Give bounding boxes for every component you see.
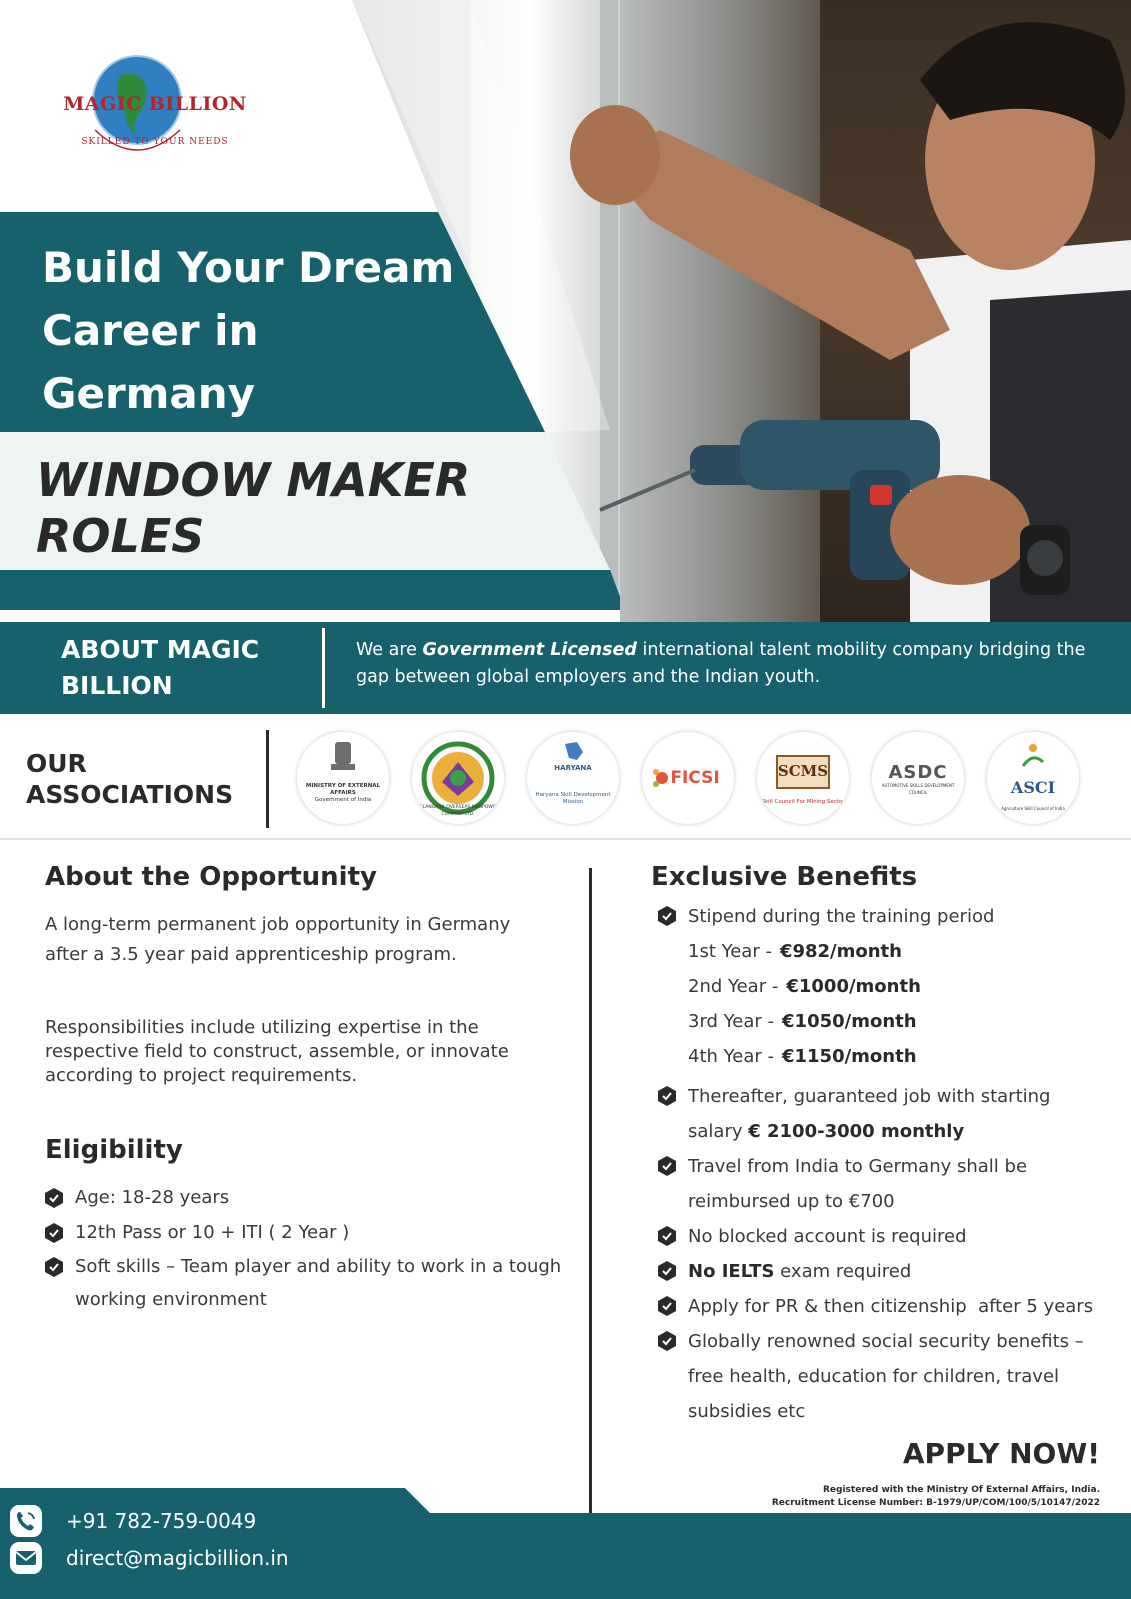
partner-badge-mea	[297, 732, 389, 824]
pr-text: Apply for PR & then citizenship after 5 years	[688, 1296, 1094, 1317]
eligibility-title: Eligibility	[45, 1135, 183, 1165]
opportunity-title: About the Opportunity	[45, 862, 377, 892]
partner-label-text: MINISTRY OF EXTERNAL AFFAIRS	[305, 783, 381, 796]
phone-contact[interactable]	[10, 1505, 350, 1539]
haryana-icon	[527, 732, 619, 824]
logo-tagline: SKILLED TO YOUR NEEDS	[81, 137, 229, 147]
eligibility-list	[45, 1180, 565, 1316]
benefits-title: Exclusive Benefits	[651, 862, 918, 892]
associations-rule	[0, 838, 1131, 840]
partner-badge-asdc	[872, 732, 964, 824]
stipend-row	[688, 976, 921, 997]
stipend-row	[688, 1046, 917, 1067]
about-text-start: We are	[356, 640, 423, 660]
hexagon-check-icon	[658, 1226, 676, 1250]
stipend-row	[688, 941, 902, 962]
travel-text: Travel from India to Germany shall be reimbursed up to €700	[688, 1156, 1028, 1212]
logo-wordmark: MAGIC BILLION	[63, 93, 247, 115]
about-text-bold: Government Licensed	[422, 640, 637, 660]
hexagon-check-icon	[658, 1296, 676, 1320]
partner-badge-scms	[757, 732, 849, 824]
ielts-bold: No IELTS	[688, 1261, 775, 1282]
phone-number: +91 782-759-0049	[66, 1509, 257, 1533]
email-contact[interactable]	[10, 1542, 350, 1576]
stipend-amount: €982/month	[779, 941, 902, 962]
eligibility-item-text: Soft skills – Team player and ability to work in a tough working environment	[75, 1256, 562, 1310]
salary-amount: € 2100-3000 monthly	[748, 1121, 965, 1142]
list-item	[45, 1180, 565, 1215]
list-item	[45, 1250, 565, 1316]
partner-sub: Agriculture Skill Council of India	[1001, 806, 1065, 811]
partner-label	[301, 783, 385, 804]
about-divider	[322, 628, 325, 708]
salary-text	[688, 1121, 964, 1142]
partner-badge-ficsi	[642, 732, 734, 824]
stipend-amount: €1000/month	[786, 976, 921, 997]
responsibilities-text: Responsibilities include utilizing expertise in the respective field to construct, assemble, or innovate according to project requirements.	[45, 1017, 509, 1086]
mail-icon	[10, 1542, 42, 1574]
stipend-amount: €1150/month	[781, 1046, 917, 1067]
role-title: WINDOW MAKER ROLES	[36, 453, 471, 563]
partner-badge-tomcom	[412, 732, 504, 824]
phone-icon	[10, 1505, 42, 1537]
magic-billion-logo	[40, 55, 260, 175]
email-address: direct@magicbillion.in	[66, 1546, 289, 1570]
hexagon-check-icon	[658, 1261, 676, 1285]
stipend-intro: Stipend during the training period	[688, 906, 995, 927]
apply-now-heading: APPLY NOW!	[902, 1437, 1100, 1470]
column-divider	[589, 868, 592, 1520]
eligibility-item-text: Age: 18-28 years	[75, 1187, 230, 1208]
opportunity-text: A long-term permanent job opportunity in Germany after a 3.5 year paid apprenticeship program.	[45, 914, 511, 965]
license-number: Recruitment License Number: B-1979/UP/COM/100/5/10147/2022	[771, 1498, 1100, 1508]
stipend-year: 4th Year -	[688, 1046, 774, 1067]
emblem-icon	[297, 732, 389, 824]
partner-sub: Haryana Skill Development Mission	[535, 792, 611, 805]
partner-sub: AUTOMOTIVE SKILLS DEVELOPMENT COUNCIL	[881, 783, 955, 795]
social-security-text: Globally renowned social security benefits – free health, education for children, travel subsidies etc	[688, 1331, 1084, 1422]
partner-badge-asci	[987, 732, 1079, 824]
stipend-row	[688, 1011, 917, 1032]
globe-icon	[40, 55, 270, 175]
hexagon-check-icon	[658, 1086, 676, 1110]
partner-label: ASDC	[888, 762, 948, 783]
partner-label: FICSI	[670, 768, 720, 788]
hexagon-check-icon	[45, 1188, 63, 1208]
stipend-year: 3rd Year -	[688, 1011, 775, 1032]
stipend-amount: €1050/month	[782, 1011, 917, 1032]
hero-headline: Build Your Dream Career in Germany	[42, 243, 455, 418]
ielts-text	[688, 1261, 911, 1282]
about-bar	[0, 622, 1131, 714]
hexagon-check-icon	[45, 1257, 63, 1277]
partner-sub-text: Government of India	[314, 797, 372, 803]
partner-label: HARYANA	[554, 764, 592, 772]
associations-title: OUR ASSOCIATIONS	[26, 749, 234, 809]
partner-badge-haryana	[527, 732, 619, 824]
hero-section	[0, 0, 1131, 622]
partner-label: SCMS	[777, 762, 829, 780]
ielts-rest: exam required	[774, 1261, 912, 1282]
partner-label: ASCI	[1010, 778, 1056, 797]
hexagon-check-icon	[658, 1156, 676, 1180]
salary-prefix: salary	[688, 1121, 749, 1142]
associations-section	[0, 714, 1131, 838]
guaranteed-job-text: Thereafter, guaranteed job with starting	[688, 1086, 1051, 1107]
stipend-year: 1st Year -	[688, 941, 772, 962]
blocked-account-text: No blocked account is required	[688, 1226, 967, 1247]
partner-label: TELANGANA OVERSEAS MANPOWER COMPANY LTD.	[417, 805, 499, 817]
associations-divider	[266, 730, 269, 828]
hexagon-check-icon	[45, 1223, 63, 1243]
about-text-end: international talent mobility company bridging the gap between global employers and the Indian youth.	[356, 640, 1086, 687]
hexagon-check-icon	[658, 906, 676, 930]
partner-sub: Skill Council For Mining Sector	[761, 799, 845, 805]
about-title: ABOUT MAGIC BILLION	[61, 635, 260, 700]
hexagon-check-icon	[658, 1331, 676, 1355]
stipend-year: 2nd Year -	[688, 976, 779, 997]
about-text	[356, 637, 1116, 691]
list-item	[45, 1215, 565, 1250]
registration-line: Registered with the Ministry Of External Affairs, India.	[823, 1485, 1100, 1495]
eligibility-item-text: 12th Pass or 10 + ITI ( 2 Year )	[75, 1222, 350, 1243]
